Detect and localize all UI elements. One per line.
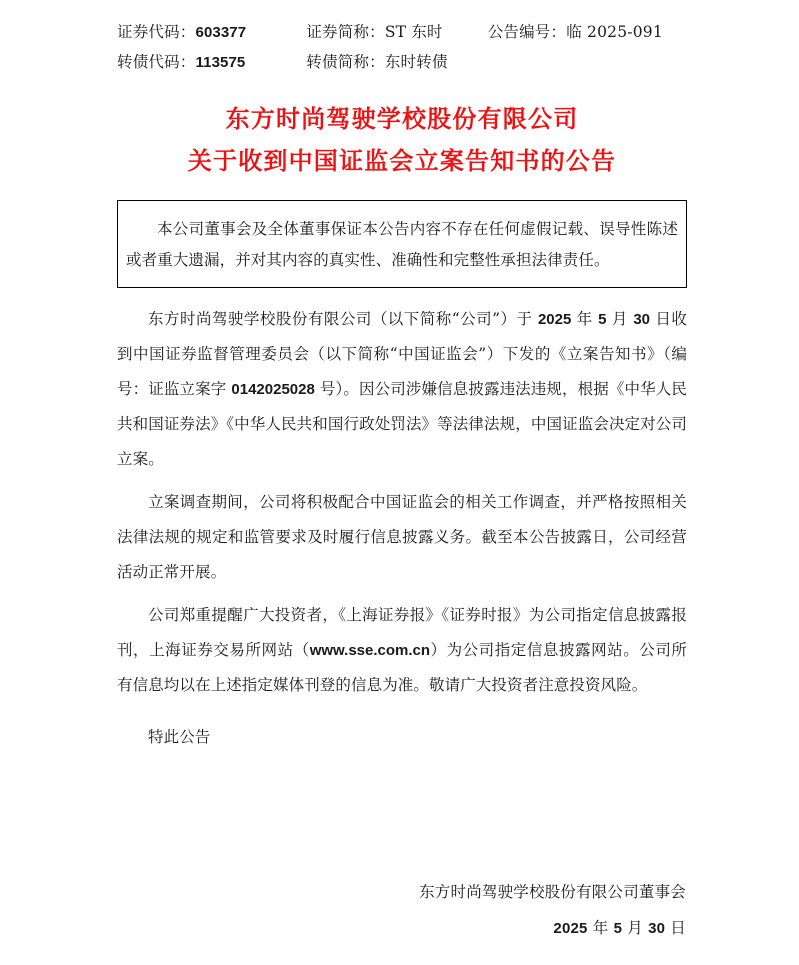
bond-name-value: 东时转债 [384, 53, 448, 71]
signature-month-unit: 月 [622, 919, 649, 937]
security-code-header [117, 0, 687, 80]
signature-year: 2025 [553, 920, 588, 937]
closing-statement: 特此公告 [148, 728, 211, 746]
para1-seg5: 号）。因公司涉嫌信息披露违法违规，根据《中华人民共和国证券法》《中华人民共和国行政处罚法》等法律法规，中国证监会决定对公司立案。 [117, 380, 687, 468]
security-code-cell [117, 20, 306, 42]
para1-day: 30 [633, 311, 650, 328]
para1-case-number: 0142025028 [231, 381, 315, 398]
signature-company: 东方时尚驾驶学校股份有限公司董事会 [419, 883, 686, 901]
bond-name-label: 转债简称： [306, 53, 385, 71]
code-row [117, 50, 687, 80]
bond-name-cell [306, 50, 487, 72]
announcement-number-cell [488, 20, 687, 42]
para3-seg2: ）为公司指定信息披露网站。公司所有信息均以在上述指定媒体刊登的信息为准。敬请广大投资者注意投资风险。 [117, 641, 687, 694]
security-name-value: ST 东时 [384, 23, 443, 41]
title-line-subject: 关于收到中国证监会立案告知书的公告 [187, 147, 617, 175]
signature-month: 5 [613, 920, 623, 937]
disclaimer-text: 本公司董事会及全体董事保证本公告内容不存在任何虚假记载、误导性陈述或者重大遗漏，并对其内容的真实性、准确性和完整性承担法律责任。 [126, 220, 678, 269]
security-name-label: 证券简称： [306, 23, 385, 41]
paragraph-disclosure-media [117, 598, 687, 703]
bond-code-cell [117, 50, 306, 72]
signature-block [419, 874, 686, 947]
para1-seg2: 年 [571, 310, 599, 328]
para3-seg1: 公司郑重提醒广大投资者，《上海证券报》《证券时报》为公司指定信息披露报刊，上海证券交易所网站（ [117, 606, 687, 659]
page-title [117, 98, 687, 182]
document-content [117, 0, 687, 753]
security-code-label: 证券代码： [117, 23, 196, 41]
disclaimer-box [117, 200, 687, 288]
para1-month: 5 [598, 311, 607, 328]
signature-date [419, 910, 686, 947]
bond-code-value: 113575 [195, 54, 246, 71]
bond-code-label: 转债代码： [117, 53, 196, 71]
sse-website-url: www.sse.com.cn [309, 642, 431, 659]
para1-seg4: 日收到中国证券监督管理委员会（以下简称“中国证监会”）下发的《立案告知书》（编号：证监立案字 [117, 310, 688, 398]
announcement-number-label: 公告编号： [487, 23, 567, 41]
signature-year-unit: 年 [587, 919, 614, 937]
document-body [117, 302, 687, 753]
security-code-value: 603377 [195, 24, 247, 41]
para1-seg1: 东方时尚驾驶学校股份有限公司（以下简称“公司”）于 [148, 310, 538, 328]
para1-seg3: 月 [606, 310, 634, 328]
title-line-company: 东方时尚驾驶学校股份有限公司 [225, 105, 579, 133]
para1-year: 2025 [537, 311, 572, 328]
signature-day-unit: 日 [665, 919, 686, 937]
security-name-cell [306, 20, 487, 42]
announcement-number-value: 临 2025-091 [566, 23, 663, 41]
paragraph-filing-notice [117, 302, 687, 477]
code-row [117, 20, 687, 50]
paragraph-cooperation: 立案调查期间，公司将积极配合中国证监会的相关工作调查，并严格按照相关法律法规的规定和监管要求及时履行信息披露义务。截至本公告披露日，公司经营活动正常开展。 [117, 493, 687, 581]
signature-day: 30 [648, 920, 666, 937]
